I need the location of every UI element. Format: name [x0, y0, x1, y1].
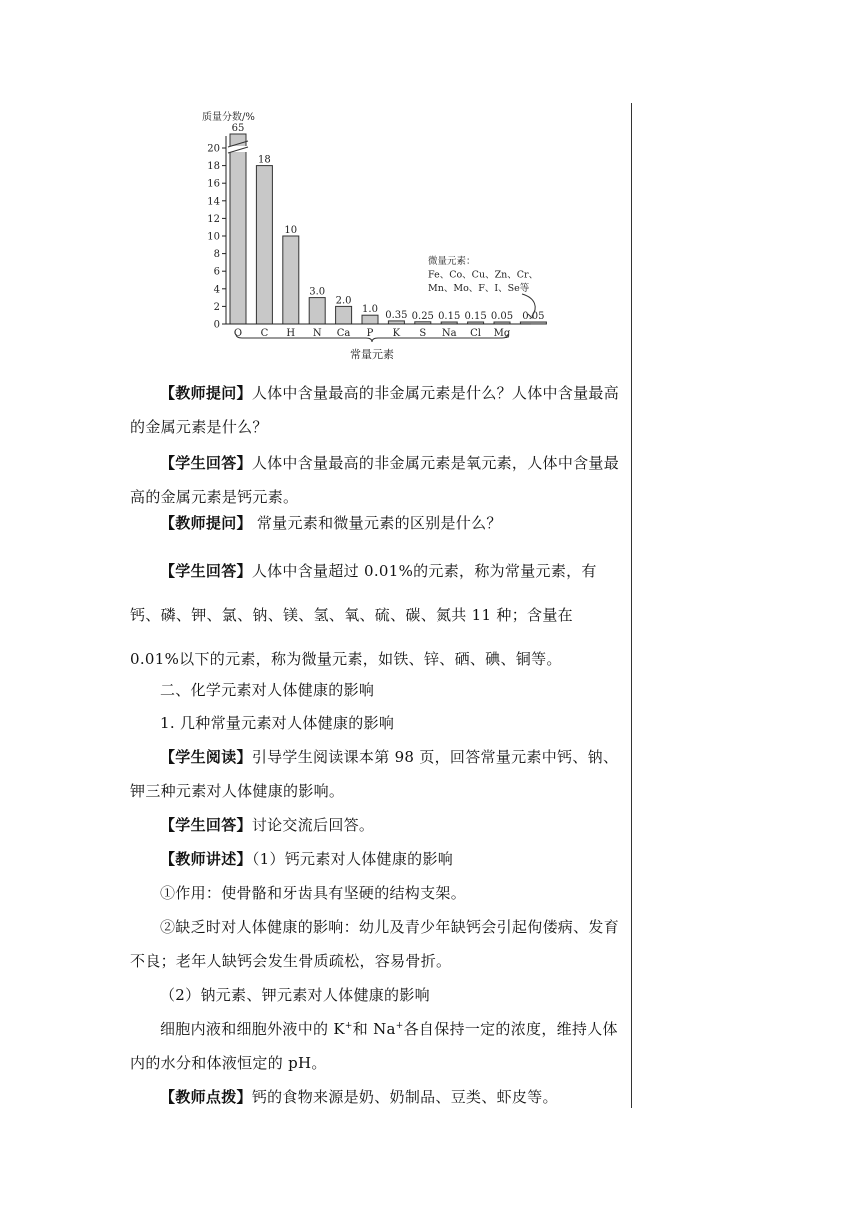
bar: [230, 134, 246, 324]
bar: [336, 306, 352, 324]
paragraph: [130, 706, 626, 740]
paragraph-tag: 【学生回答】: [160, 454, 252, 472]
bar-value-label: 0.05: [490, 311, 514, 322]
category-label: K: [392, 328, 401, 339]
category-label: Na: [441, 328, 457, 339]
paragraph-tag: 【学生回答】: [160, 816, 252, 834]
paragraph-text: ①作用：使骨骼和牙齿具有坚硬的结构支架。: [160, 884, 467, 902]
macro-elements-label: 常量元素: [350, 348, 394, 361]
paragraph-text: （2）钠元素、钾元素对人体健康的影响: [160, 986, 430, 1004]
y-tick-label: 8: [213, 249, 220, 261]
y-tick-label: 6: [213, 266, 220, 278]
paragraph-text: 人体中含量最高的非金属元素是什么？人体中含量最高的: [130, 384, 620, 436]
paragraph-text: 引导学生阅读课本第 98 页，回答常量元素中钙、钠、钾: [130, 748, 619, 800]
paragraph-text: 金属元素是什么？: [145, 418, 268, 436]
table-right-border: [631, 103, 632, 1108]
bar-value-label: 3.0: [309, 286, 326, 298]
paragraph-text: 磷、钾、氯、钠、镁、氢、氧、硫、碳、氮共 11 种；含量在 0.01%以下的: [130, 606, 573, 668]
trace-elements-note: 微量元素：: [428, 256, 476, 267]
bar-value-label: 65: [231, 123, 245, 134]
paragraph-text: 的水分和体液恒定的 pH。: [145, 1054, 327, 1072]
category-label: Mg: [493, 328, 511, 339]
bar-value-label: 0.15: [438, 311, 461, 322]
category-label: N: [312, 328, 322, 339]
bar-value-label: 18: [258, 154, 271, 166]
paragraph-tag: 【教师提问】: [160, 514, 252, 532]
y-tick-label: 4: [213, 284, 220, 296]
y-axis-label: 质量分数/%: [202, 112, 255, 123]
y-tick-label: 0: [213, 319, 220, 331]
paragraph-text: 细胞内液和细胞外液中的 K: [160, 1020, 345, 1038]
category-label: Ca: [336, 328, 351, 339]
bar-value-label: 10: [284, 225, 298, 236]
bar: [283, 236, 299, 324]
bar-value-label: 0.15: [464, 311, 487, 322]
category-label: O: [233, 328, 243, 339]
paragraph-text: 和 Na: [352, 1020, 396, 1038]
paragraph-text: 各自保持一定的浓度，维持人体内: [130, 1020, 618, 1072]
y-tick-label: 10: [207, 231, 220, 243]
category-label: Cl: [470, 328, 482, 339]
bar-value-label: 0.05: [522, 311, 545, 322]
bar: [362, 315, 378, 324]
paragraph: [130, 740, 626, 808]
paragraph: [130, 549, 626, 681]
bar: [256, 166, 272, 324]
paragraph-tag: 【学生阅读】: [160, 748, 252, 766]
paragraph-text: （1）钙元素对人体健康的影响: [251, 850, 454, 868]
paragraph-text: 人体中含量超过 0.01%的元素，称为常量元素，有钙、: [130, 562, 597, 624]
paragraph-tag: 【学生回答】: [160, 562, 252, 580]
paragraph: [130, 910, 626, 978]
paragraph-text: 常量元素和微量元素的区别是什么？: [251, 514, 502, 532]
paragraph-text: 的金属元素是钙元素。: [145, 488, 299, 506]
paragraph: [130, 978, 626, 1012]
paragraph-text: 三种元素对人体健康的影响。: [145, 782, 345, 800]
category-label: P: [366, 328, 374, 339]
ion-charge: +: [344, 1021, 353, 1031]
y-tick-label: 12: [207, 213, 220, 225]
bar-value-label: 0.35: [385, 309, 408, 321]
paragraph: [130, 673, 626, 707]
paragraph-text: 1. 几种常量元素对人体健康的影响: [160, 714, 395, 732]
category-label: C: [260, 328, 269, 339]
paragraph-text: 讨论交流后回答。: [251, 816, 375, 834]
paragraph: [130, 1080, 626, 1114]
paragraph-text: 元素，称为微量元素，如铁、锌、硒、碘、铜等。: [225, 650, 562, 668]
paragraph-tag: 【教师提问】: [160, 384, 252, 402]
paragraph-tag: 【教师讲述】: [160, 850, 252, 868]
bar: [309, 298, 325, 324]
paragraph: [130, 506, 626, 540]
y-tick-label: 2: [213, 301, 220, 313]
paragraph: [130, 876, 626, 910]
y-tick-label: 14: [207, 196, 220, 208]
paragraph-tag: 【教师点拨】: [160, 1088, 252, 1106]
y-tick-label: 20: [207, 143, 220, 155]
category-label: S: [419, 328, 427, 339]
paragraph-text: 钙的食物来源是奶、奶制品、豆类、虾皮等。: [251, 1088, 558, 1106]
paragraph-text: 良；老年人缺钙会发生骨质疏松，容易骨折。: [145, 952, 452, 970]
paragraph-text: 二、化学元素对人体健康的影响: [160, 681, 375, 699]
paragraph-text: ②缺乏时对人体健康的影响：幼儿及青少年缺钙会引起佝偻病、发育不: [130, 918, 620, 970]
bar-value-label: 2.0: [335, 295, 352, 307]
ion-charge: +: [395, 1021, 404, 1031]
y-tick-label: 16: [207, 178, 220, 190]
bar-value-label: 1.0: [362, 304, 378, 316]
category-label: H: [286, 328, 296, 339]
paragraph: [130, 1012, 626, 1080]
axis-break-gap: [228, 146, 248, 152]
paragraph: [130, 376, 626, 444]
paragraph: [130, 808, 626, 842]
paragraph: [130, 842, 626, 876]
bar-value-label: 0.25: [411, 310, 434, 322]
paragraph: [130, 446, 626, 514]
paragraph-text: 人体中含量最高的非金属元素是氧元素，人体中含量最高: [130, 454, 620, 506]
trace-elements-note: Fe、Co、Cu、Zn、Cr、: [428, 269, 539, 281]
trace-elements-note: Mn、Mo、F、I、Se等: [428, 283, 530, 294]
y-tick-label: 18: [207, 161, 220, 173]
element-mass-fraction-chart: [198, 108, 558, 370]
